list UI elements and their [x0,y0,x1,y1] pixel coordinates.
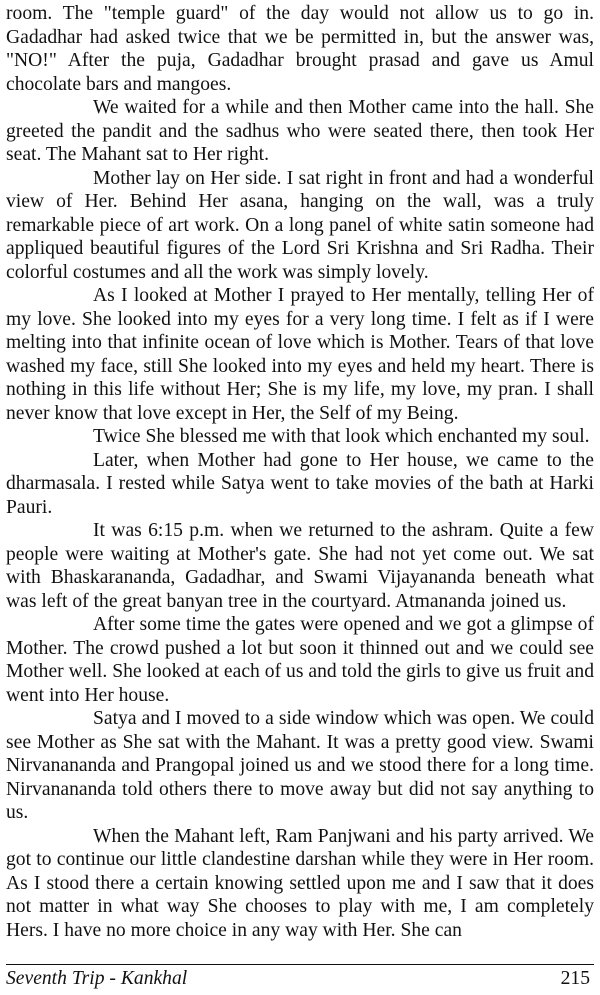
book-page [6,0,594,995]
body-text [6,0,594,942]
page-number: 215 [560,968,590,989]
paragraph-10: When the Mahant left, Ram Panjwani and his party arrived. We got to continue our little clandestine darshan while they were in Her room. As I stood there a certain knowing settled upon me and I saw that it does not matter in what way She chooses to play with me, I am completely Hers. I have no more choice in any way with Her. She can [6,825,594,941]
footer-rule [6,964,594,965]
paragraph-4: As I looked at Mother I prayed to Her mentally, telling Her of my love. She looked into my eyes for a very long time. I felt as if I were melting into that infinite ocean of love which is Mother. Tears of that love washed my face, still She looked into my eyes and held my heart. There is nothing in this life without Her; She is my life, my love, my pran. I shall never know that love except in Her, the Self of my Being. [6,285,594,424]
paragraph-5: Twice She blessed me with that look which enchanted my soul. [93,426,590,447]
page-footer [6,966,594,992]
running-head: Seventh Trip - Kankhal [6,968,188,989]
paragraph-1: room. The "temple guard" of the day would not allow us to go in. Gadadhar had asked twice that we be permitted in, but the answer was, "NO!" After the puja, Gadadhar brought prasad and gave us Amul chocolate bars and mangoes. [6,3,594,95]
paragraph-2: We waited for a while and then Mother came into the hall. She greeted the pandit and the sadhus who were seated there, then took Her seat. The Mahant sat to Her right. [6,97,594,165]
paragraph-6: Later, when Mother had gone to Her house, we came to the dharmasala. I rested while Satya went to take movies of the bath at Harki Pauri. [6,449,594,518]
paragraph-8: After some time the gates were opened and we got a glimpse of Mother. The crowd pushed a lot but soon it thinned out and we could see Mother well. She looked at each of us and told the girls to give us fruit and went into Her house. [6,614,594,706]
paragraph-7: It was 6:15 p.m. when we returned to the ashram. Quite a few people were waiting at Mother's gate. She had not yet come out. We sat with Bhaskarananda, Gadadhar, and Swami Vijayananda beneath what was left of the great banyan tree in the courtyard. Atmananda joined us. [6,520,594,612]
paragraph-9: Satya and I moved to a side window which was open. We could see Mother as She sat with the Mahant. It was a pretty good view. Swami Nirvanananda and Prangopal joined us and we stood there for a long time. Nirvanananda told others there to move away but did not say anything to us. [6,708,594,823]
paragraph-3: Mother lay on Her side. I sat right in front and had a wonderful view of Her. Behind Her asana, hanging on the wall, was a truly remarkable piece of art work. On a long panel of white satin someone had appliqued beautiful figures of the Lord Sri Krishna and Sri Radha. Their colorful costumes and all the work was simply lovely. [6,167,594,283]
